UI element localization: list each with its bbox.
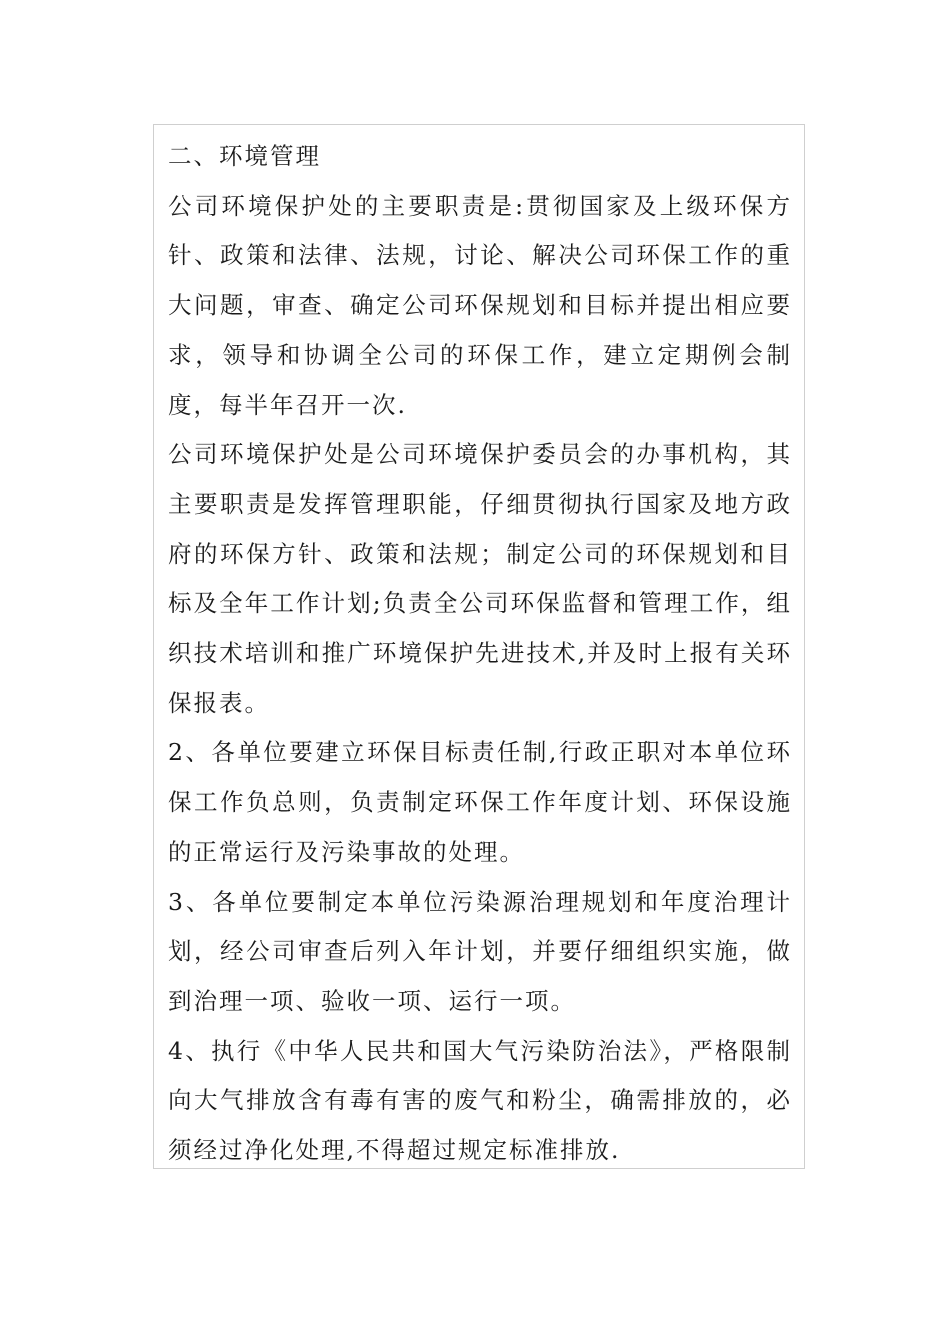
paragraph-item-4: 4、执行《中华人民共和国大气污染防治法》，严格限制向大气排放含有毒有害的废气和粉尘，确需排放的，必须经过净化处理,不得超过规定标准排放.: [168, 1036, 792, 1165]
document-body: [168, 132, 792, 1176]
paragraph-item-3: 3、各单位要制定本单位污染源治理规划和年度治理计划，经公司审查后列入年计划，并要仔细组织实施，做到治理一项、验收一项、运行一项。: [168, 887, 792, 1015]
paragraph-item-2: 2、各单位要建立环保目标责任制,行政正职对本单位环保工作负总则，负责制定环保工作年度计划、环保设施的正常运行及污染事故的处理。: [168, 738, 792, 866]
document-frame: [153, 124, 805, 1169]
paragraph-duties: 公司环境保护处的主要职责是:贯彻国家及上级环保方针、政策和法律、法规，讨论、解决公司环保工作的重大问题，审查、确定公司环保规划和目标并提出相应要求，领导和协调全公司的环保工作，建立定期例会制度，每半年召开一次.: [168, 191, 792, 419]
section-heading: 二、环境管理: [168, 142, 321, 170]
paragraph-office-role: 公司环境保护处是公司环境保护委员会的办事机构，其主要职责是发挥管理职能，仔细贯彻执行国家及地方政府的环保方针、政策和法规；制定公司的环保规划和目标及全年工作计划;负责全公司环保监督和管理工作，组织技术培训和推广环境保护先进技术,并及时上报有关环保报表。: [168, 440, 792, 717]
